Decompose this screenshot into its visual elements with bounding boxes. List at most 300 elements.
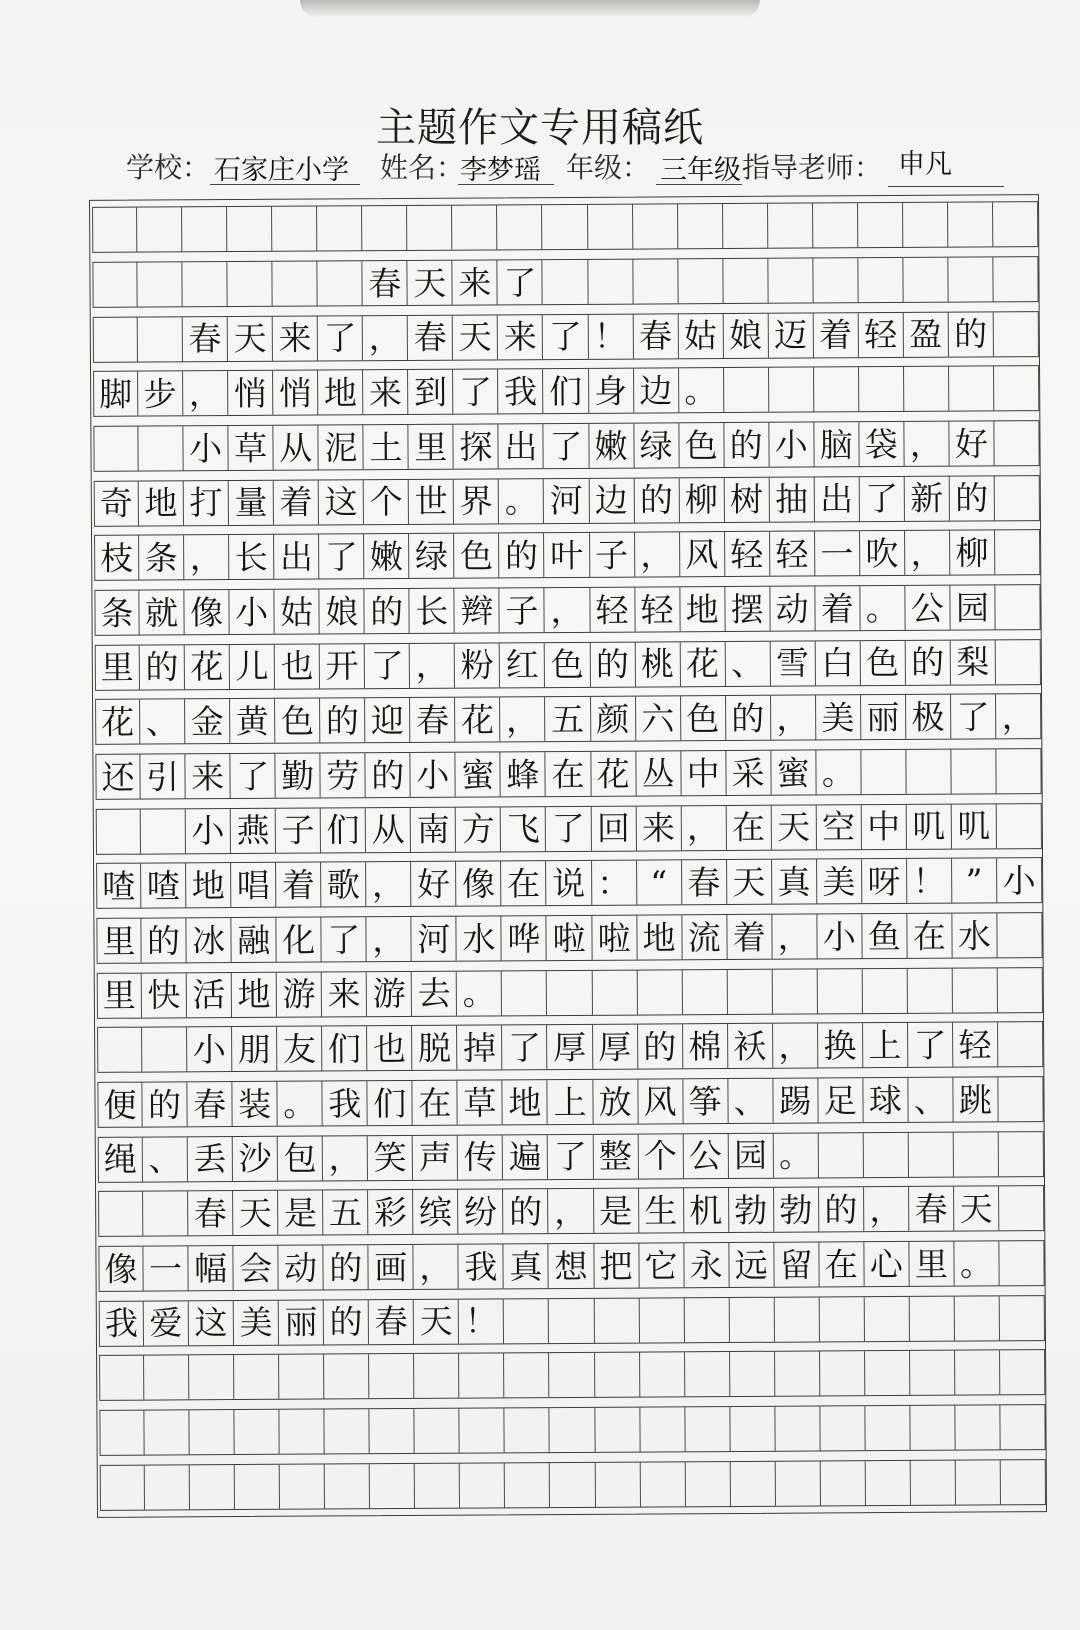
grid-cell: ， xyxy=(773,1024,818,1068)
grid-cell: 鱼 xyxy=(862,914,907,958)
grid-cell: 出 xyxy=(499,424,544,468)
grid-cell xyxy=(995,585,1040,629)
grid-cell: 地 xyxy=(318,371,363,415)
grid-cell: 们 xyxy=(321,808,366,852)
grid-cell: 盈 xyxy=(904,312,949,356)
grid-cell: 蜜 xyxy=(456,752,501,796)
grid-cell xyxy=(909,1132,954,1176)
grid-cell: 花 xyxy=(95,700,140,744)
grid-cell xyxy=(588,260,633,304)
grid-cell xyxy=(362,206,407,250)
grid-cell xyxy=(820,1352,865,1396)
grid-cell xyxy=(279,1355,324,1399)
grid-cell: 了 xyxy=(543,315,588,359)
grid-cell: 春 xyxy=(187,1082,232,1126)
grid-cell: 燕 xyxy=(231,808,276,852)
grid-cell: 草 xyxy=(229,426,274,470)
grid-cell: 我 xyxy=(498,369,543,413)
grid-cell: 园 xyxy=(728,1133,773,1177)
grid-cell: 中 xyxy=(681,751,726,795)
grid-cell: 轻 xyxy=(725,532,770,576)
grid-cell xyxy=(684,1298,729,1342)
grid-cell: 我 xyxy=(459,1244,504,1288)
grid-cell: 。 xyxy=(954,1241,999,1285)
grid-cell: 着 xyxy=(813,313,858,357)
grid-cell xyxy=(97,1028,142,1072)
grid-cell xyxy=(903,203,948,247)
grid-cell: 色 xyxy=(681,696,726,740)
grid-cell: ， xyxy=(996,694,1041,738)
grid-cell xyxy=(504,1353,549,1397)
grid-cell: ， xyxy=(864,1187,909,1231)
grid-row xyxy=(95,693,1041,745)
grid-cell: 春 xyxy=(909,1187,954,1231)
grid-cell xyxy=(727,969,772,1013)
grid-cell: 吹 xyxy=(860,531,905,575)
grid-cell: 从 xyxy=(366,808,411,852)
grid-cell: 步 xyxy=(138,372,183,416)
grid-cell: 嫩 xyxy=(364,534,409,578)
grid-cell: 把 xyxy=(594,1244,639,1288)
grid-cell: 水 xyxy=(457,916,502,960)
grid-cell: 它 xyxy=(639,1243,684,1287)
grid-cell xyxy=(775,1461,820,1505)
grid-cell: 们 xyxy=(544,369,589,413)
grid-cell: 像 xyxy=(98,1247,143,1291)
grid-cell: 里 xyxy=(909,1242,954,1286)
grid-cell: 摆 xyxy=(725,587,770,631)
grid-cell: 里 xyxy=(97,973,142,1017)
grid-cell: 袋 xyxy=(859,422,904,466)
grid-cell: 小 xyxy=(817,914,862,958)
grid-cell: 掉 xyxy=(457,1026,502,1070)
grid-row xyxy=(99,1349,1045,1401)
grid-cell xyxy=(100,1465,145,1509)
grid-cell: 的 xyxy=(724,423,769,467)
grid-cell: 了 xyxy=(908,1023,953,1067)
grid-cell: 流 xyxy=(682,915,727,959)
grid-cell: 公 xyxy=(683,1134,728,1178)
grid-cell: 地 xyxy=(186,863,231,907)
grid-cell: 来 xyxy=(322,972,367,1016)
grid-cell: 一 xyxy=(143,1246,188,1290)
grid-cell xyxy=(1000,1350,1045,1394)
grid-cell: 条 xyxy=(94,591,139,635)
grid-cell: 轻 xyxy=(953,1023,998,1067)
grid-cell xyxy=(768,258,813,302)
grid-cell: ， xyxy=(323,1136,368,1180)
grid-cell: 世 xyxy=(409,479,454,523)
grid-cell: 的 xyxy=(365,589,410,633)
grid-cell: 身 xyxy=(589,369,634,413)
grid-cell: 的 xyxy=(499,533,544,577)
grid-cell: 一 xyxy=(815,532,860,576)
grid-cell: 了 xyxy=(322,917,367,961)
grid-cell xyxy=(640,1353,685,1397)
grid-cell: 脑 xyxy=(814,422,859,466)
grid-cell: 量 xyxy=(229,480,274,524)
grid-cell: 是 xyxy=(594,1189,639,1233)
grid-cell: 装 xyxy=(233,1082,278,1126)
grid-cell: 草 xyxy=(458,1080,503,1124)
grid-cell: 采 xyxy=(726,751,771,795)
grid-cell: 我 xyxy=(99,1301,144,1345)
grid-cell: 梨 xyxy=(951,640,996,684)
grid-cell: 娘 xyxy=(723,313,768,357)
grid-cell: 放 xyxy=(593,1080,638,1124)
school-label: 学校： xyxy=(126,151,211,184)
grid-cell xyxy=(858,203,903,247)
grid-cell: 个 xyxy=(364,480,409,524)
grid-cell: 整 xyxy=(593,1134,638,1178)
grid-cell xyxy=(633,205,678,249)
grid-cell: 美 xyxy=(234,1300,279,1344)
grid-cell: 脚 xyxy=(93,372,138,416)
grid-cell: 缤 xyxy=(413,1190,458,1234)
grid-cell xyxy=(228,262,273,306)
grid-cell: 土 xyxy=(364,425,409,469)
grid-cell: 叶 xyxy=(545,533,590,577)
grid-cell: 着 xyxy=(274,480,319,524)
grid-cell xyxy=(775,1352,820,1396)
grid-cell: 金 xyxy=(185,699,230,743)
grid-cell: 小 xyxy=(997,858,1042,902)
grid-cell xyxy=(861,750,906,794)
grid-cell: 远 xyxy=(729,1243,774,1287)
grid-cell xyxy=(370,1409,415,1453)
grid-cell xyxy=(182,207,227,251)
grid-cell: 色 xyxy=(275,699,320,743)
grid-row xyxy=(93,420,1039,472)
grid-cell: 了 xyxy=(498,260,543,304)
grid-cell: 春 xyxy=(682,860,727,904)
grid-row xyxy=(100,1459,1046,1511)
grid-cell: 里 xyxy=(95,645,140,689)
grid-cell: 上 xyxy=(863,1023,908,1067)
grid-cell: 的 xyxy=(950,476,995,520)
grid-cell: 小 xyxy=(186,809,231,853)
grid-row xyxy=(97,1076,1043,1128)
grid-cell: ， xyxy=(183,371,228,415)
grid-cell xyxy=(99,1356,144,1400)
grid-cell: 、 xyxy=(728,1079,773,1123)
teacher-underline xyxy=(888,186,1004,187)
school-underline xyxy=(210,184,360,185)
grid-cell xyxy=(189,1355,234,1399)
grid-cell: 声 xyxy=(413,1135,458,1179)
grid-cell: ： xyxy=(592,861,637,905)
grid-cell xyxy=(588,205,633,249)
grid-cell: 丽 xyxy=(861,695,906,739)
grid-cell: 我 xyxy=(323,1081,368,1125)
grid-cell: 地 xyxy=(680,587,725,631)
grid-cell: 去 xyxy=(412,971,457,1015)
grid-cell: 游 xyxy=(367,972,412,1016)
grid-cell: 嫩 xyxy=(589,424,634,468)
grid-cell xyxy=(547,971,592,1015)
grid-cell: 泥 xyxy=(319,425,364,469)
grid-cell xyxy=(955,1296,1000,1340)
grid-cell: 蜜 xyxy=(771,750,816,794)
grid-cell xyxy=(819,1297,864,1341)
grid-cell: 雪 xyxy=(770,641,815,685)
grid-cell xyxy=(543,205,588,249)
grid-cell: 小 xyxy=(187,1027,232,1071)
grid-cell xyxy=(682,970,727,1014)
grid-cell: 来 xyxy=(636,806,681,850)
grid-cell: 说 xyxy=(547,861,592,905)
grid-cell: 抽 xyxy=(769,477,814,521)
grid-cell: 球 xyxy=(863,1078,908,1122)
grid-cell xyxy=(272,207,317,251)
grid-cell: ！ xyxy=(907,859,952,903)
grid-cell: 。 xyxy=(773,1133,818,1177)
grid-cell xyxy=(723,204,768,248)
grid-cell xyxy=(996,640,1041,684)
grid-cell xyxy=(862,969,907,1013)
grid-cell: 了 xyxy=(544,424,589,468)
grid-cell: 奇 xyxy=(94,481,139,525)
name-underline xyxy=(458,184,554,185)
grid-cell: 啦 xyxy=(547,916,592,960)
grid-cell: 柳 xyxy=(950,531,995,575)
grid-cell: 丽 xyxy=(279,1300,324,1344)
grid-cell: 了 xyxy=(365,644,410,688)
grid-cell: 风 xyxy=(638,1079,683,1123)
grid-cell: 个 xyxy=(638,1134,683,1178)
grid-cell: 了 xyxy=(546,807,591,851)
grid-cell xyxy=(137,208,182,252)
grid-row xyxy=(94,475,1040,527)
grid-cell xyxy=(775,1406,820,1450)
grid-cell xyxy=(993,257,1038,301)
school-value: 石家庄小学 xyxy=(214,155,349,186)
grid-cell xyxy=(865,1351,910,1395)
grid-cell: 这 xyxy=(189,1301,234,1345)
grid-cell: 了 xyxy=(319,535,364,579)
grid-cell: 色 xyxy=(860,641,905,685)
grid-cell xyxy=(595,1353,640,1397)
teacher-label: 指导老师： xyxy=(742,151,883,184)
grid-cell xyxy=(955,1405,1000,1449)
grid-cell: 脱 xyxy=(412,1026,457,1070)
grid-cell: 活 xyxy=(187,973,232,1017)
grid-cell: 春 xyxy=(188,1191,233,1235)
grid-cell: 也 xyxy=(367,1026,412,1070)
grid-cell xyxy=(1001,1460,1046,1504)
grid-cell xyxy=(998,1022,1043,1066)
grid-cell: ！ xyxy=(588,314,633,358)
grid-cell xyxy=(633,259,678,303)
grid-cell: 、 xyxy=(140,700,185,744)
grid-row xyxy=(98,1240,1044,1292)
grid-cell: 的 xyxy=(949,312,994,356)
grid-cell xyxy=(1000,1296,1045,1340)
grid-cell: 劳 xyxy=(321,753,366,797)
grid-cell: 悄 xyxy=(273,371,318,415)
grid-cell: 踢 xyxy=(773,1078,818,1122)
grid-cell: 河 xyxy=(412,917,457,961)
grid-row xyxy=(95,748,1041,800)
grid-cell: 笑 xyxy=(368,1136,413,1180)
grid-cell xyxy=(955,1351,1000,1395)
grid-cell xyxy=(190,1465,235,1509)
grid-cell: 。 xyxy=(278,1081,323,1125)
grid-cell: 了 xyxy=(502,1025,547,1069)
grid-cell: 中 xyxy=(861,805,906,849)
grid-cell xyxy=(543,260,588,304)
grid-cell xyxy=(145,1465,190,1509)
grid-cell: 。 xyxy=(860,586,905,630)
grid-cell: ， xyxy=(184,535,229,579)
grid-cell xyxy=(414,1354,459,1398)
grid-cell: 天 xyxy=(727,860,772,904)
grid-cell: 轻 xyxy=(858,313,903,357)
grid-cell: 色 xyxy=(454,534,499,578)
grid-row xyxy=(99,1404,1045,1456)
grid-cell xyxy=(142,1028,187,1072)
grid-cell: 出 xyxy=(814,477,859,521)
grid-cell xyxy=(550,1408,595,1452)
grid-cell: 园 xyxy=(950,585,995,629)
grid-cell xyxy=(817,969,862,1013)
grid-cell xyxy=(640,1407,685,1451)
grid-cell xyxy=(994,312,1039,356)
grid-cell: 地 xyxy=(232,972,277,1016)
grid-cell: 春 xyxy=(633,314,678,358)
grid-cell: 们 xyxy=(368,1081,413,1125)
grid-cell: 界 xyxy=(454,479,499,523)
grid-cell: 厚 xyxy=(593,1025,638,1069)
grid-cell xyxy=(92,208,137,252)
grid-cell: 机 xyxy=(684,1188,729,1232)
grid-cell: 极 xyxy=(906,695,951,739)
grid-cell: 春 xyxy=(410,698,455,742)
grid-cell xyxy=(948,203,993,247)
grid-cell xyxy=(407,206,452,250)
grid-cell: 飞 xyxy=(501,807,546,851)
grid-cell xyxy=(769,368,814,412)
grid-cell: 心 xyxy=(864,1242,909,1286)
grid-cell: 了 xyxy=(859,477,904,521)
grid-cell xyxy=(92,263,137,307)
grid-cell: 轻 xyxy=(635,587,680,631)
grid-cell: 包 xyxy=(278,1136,323,1180)
grid-row xyxy=(96,857,1042,909)
grid-cell: 春 xyxy=(363,261,408,305)
grid-cell: 在 xyxy=(413,1081,458,1125)
grid-cell: 地 xyxy=(503,1080,548,1124)
grid-cell xyxy=(550,1462,595,1506)
grid-cell: 化 xyxy=(277,918,322,962)
grid-cell xyxy=(956,1460,1001,1504)
grid-cell: 快 xyxy=(142,973,187,1017)
grid-cell xyxy=(910,1351,955,1395)
grid-cell: 小 xyxy=(769,422,814,466)
grid-cell xyxy=(953,968,998,1012)
grid-cell xyxy=(592,970,637,1014)
grid-cell xyxy=(138,317,183,361)
grid-cell xyxy=(818,1133,863,1177)
grid-cell xyxy=(911,1460,956,1504)
grid-cell: 空 xyxy=(816,805,861,849)
grid-cell: 的 xyxy=(320,699,365,743)
grid-cell: 棉 xyxy=(683,1024,728,1068)
grid-cell: ， xyxy=(549,1189,594,1233)
grid-cell xyxy=(549,1298,594,1342)
grid-cell: 丛 xyxy=(636,751,681,795)
grid-cell: 的 xyxy=(140,645,185,689)
grid-cell: 河 xyxy=(544,479,589,523)
grid-cell: 像 xyxy=(456,862,501,906)
grid-cell xyxy=(995,530,1040,574)
grid-cell: 来 xyxy=(273,316,318,360)
grid-cell: 枝 xyxy=(94,536,139,580)
grid-cell: 爱 xyxy=(144,1301,189,1345)
grid-cell: 、 xyxy=(908,1078,953,1122)
grid-cell xyxy=(730,1352,775,1396)
grid-cell: 子 xyxy=(590,533,635,577)
grid-cell xyxy=(504,1299,549,1343)
grid-cell xyxy=(993,202,1038,246)
grid-cell: 风 xyxy=(680,532,725,576)
grid-cell: 的 xyxy=(142,1082,187,1126)
grid-cell: 还 xyxy=(95,755,140,799)
grid-cell: 小 xyxy=(411,753,456,797)
grid-cell: 好 xyxy=(411,862,456,906)
grid-cell: 这 xyxy=(319,480,364,524)
grid-cell: 彩 xyxy=(368,1190,413,1234)
grid-cell xyxy=(994,421,1039,465)
grid-cell: 天 xyxy=(414,1299,459,1343)
grid-cell: 色 xyxy=(679,423,724,467)
grid-cell xyxy=(729,1297,774,1341)
grid-row xyxy=(93,365,1039,417)
grid-cell: 。 xyxy=(457,971,502,1015)
grid-cell: 从 xyxy=(274,426,319,470)
grid-cell: 公 xyxy=(905,586,950,630)
grid-cell: 的 xyxy=(726,696,771,740)
grid-cell xyxy=(639,1298,684,1342)
grid-cell xyxy=(497,205,542,249)
grid-row xyxy=(97,1021,1043,1073)
grid-cell: 花 xyxy=(591,752,636,796)
grid-cell: 轻 xyxy=(770,532,815,576)
grid-cell: 柳 xyxy=(679,478,724,522)
grid-cell: ， xyxy=(772,914,817,958)
grid-row xyxy=(94,529,1040,581)
grid-cell: 的 xyxy=(634,478,679,522)
grid-cell: 朋 xyxy=(232,1027,277,1071)
grid-cell xyxy=(814,368,859,412)
grid-cell: 冰 xyxy=(186,918,231,962)
grid-cell: 白 xyxy=(815,641,860,685)
grid-cell: 喳 xyxy=(141,864,186,908)
grid-cell: 水 xyxy=(952,913,997,957)
grid-cell: 在 xyxy=(907,914,952,958)
grid-cell xyxy=(595,1462,640,1506)
grid-cell xyxy=(865,1297,910,1341)
grid-cell: 蜂 xyxy=(501,752,546,796)
grid-cell: 春 xyxy=(408,315,453,359)
grid-cell: 美 xyxy=(816,696,861,740)
grid-cell: 的 xyxy=(141,918,186,962)
grade-label: 年级： xyxy=(566,151,651,184)
grid-cell: 小 xyxy=(230,590,275,634)
grid-cell: 来 xyxy=(185,754,230,798)
grid-cell: 在 xyxy=(546,752,591,796)
grid-cell xyxy=(141,809,186,853)
